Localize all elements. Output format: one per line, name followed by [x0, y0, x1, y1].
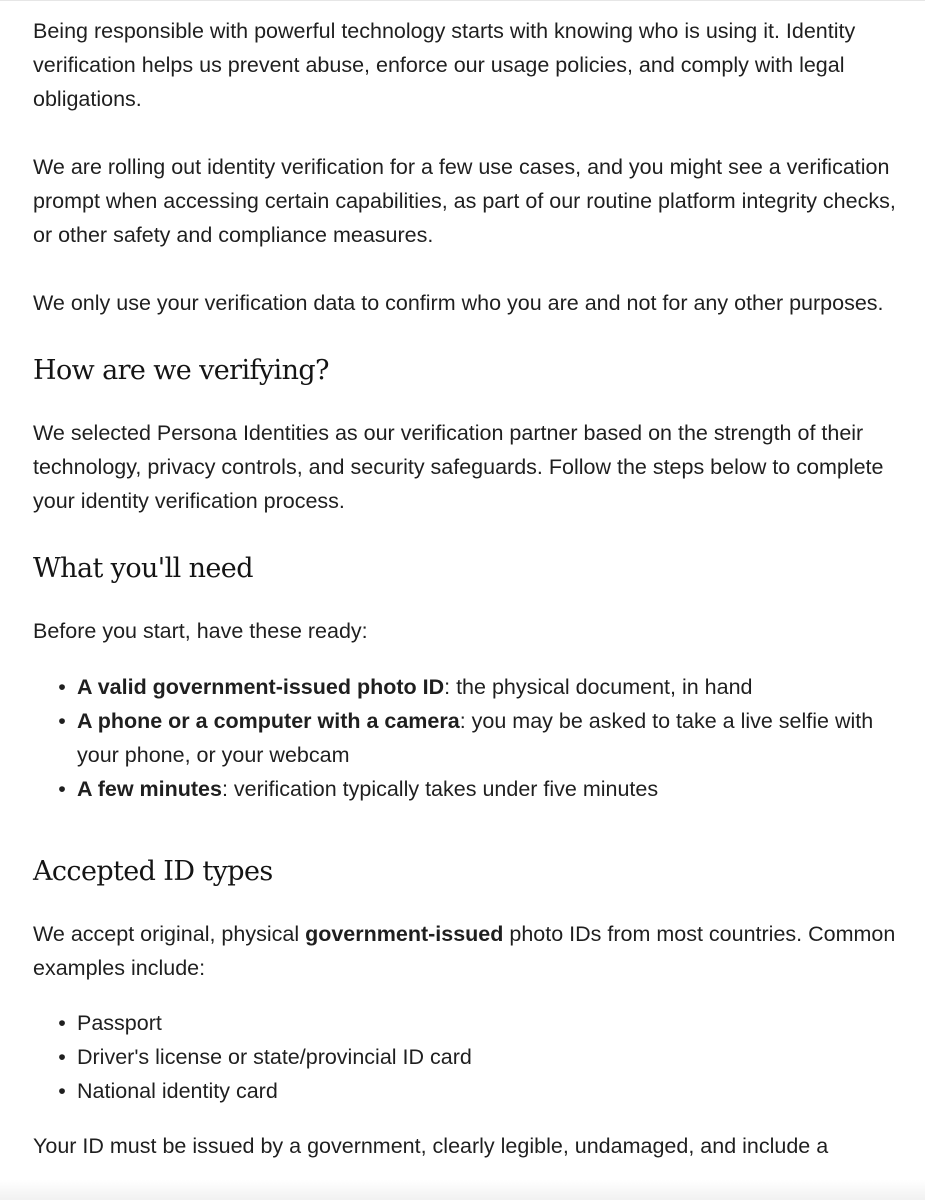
id-type-label: Passport: [77, 1011, 162, 1035]
list-item: [33, 772, 918, 806]
article-body: [33, 14, 918, 1163]
requirement-detail: : verification typically takes under five minutes: [221, 777, 659, 801]
what-you-need-intro: Before you start, have these ready:: [33, 619, 368, 643]
accepted-ids-intro-start: We accept original, physical: [33, 922, 306, 946]
id-type-label: Driver's license or state/provincial ID card: [77, 1045, 472, 1069]
list-item: [33, 670, 918, 704]
accepted-ids-intro-end: photo IDs from most countries. Common examples include:: [33, 922, 896, 980]
id-types-list: [33, 1006, 918, 1108]
accepted-id-types-heading: Accepted ID types: [33, 856, 273, 887]
list-item: [33, 1040, 918, 1074]
accepted-ids-intro-bold: government-issued: [305, 922, 504, 946]
list-item: [33, 1074, 918, 1108]
intro-paragraph-3: We only use your verification data to confirm who you are and not for any other purposes.: [33, 291, 884, 315]
bullet-icon: •: [58, 777, 66, 801]
requirement-detail: : the physical document, in hand: [444, 675, 753, 699]
how-verifying-heading: How are we verifying?: [33, 355, 329, 386]
id-type-label: National identity card: [77, 1079, 278, 1103]
how-verifying-paragraph: We selected Persona Identities as our verification partner based on the strength of their technology, privacy controls, and security safeguards. Follow the steps below to complete your identity verification process.: [33, 421, 884, 513]
intro-paragraph-2: We are rolling out identity verification for a few use cases, and you might see a verification prompt when accessing certain capabilities, as part of our routine platform integrity checks, or other safety and compliance measures.: [33, 155, 896, 247]
bullet-icon: •: [58, 709, 66, 733]
accepted-ids-intro: [33, 917, 918, 985]
bullet-icon: •: [58, 1011, 66, 1035]
bullet-icon: •: [58, 1079, 66, 1103]
requirement-title: A valid government-issued photo ID: [77, 675, 445, 699]
what-you-need-heading: What you'll need: [33, 553, 253, 584]
list-item: [33, 704, 918, 772]
list-item: [33, 1006, 918, 1040]
requirement-title: A phone or a computer with a camera: [77, 709, 460, 733]
intro-paragraph-1: Being responsible with powerful technology starts with knowing who is using it. Identity verification helps us prevent abuse, enforce our usage policies, and comply with legal obligations.: [33, 19, 856, 111]
top-divider: [0, 0, 925, 1]
bullet-icon: •: [58, 675, 66, 699]
bullet-icon: •: [58, 1045, 66, 1069]
requirement-detail: : you may be asked to take a live selfie with your phone, or your webcam: [77, 709, 874, 767]
requirements-list: [33, 670, 918, 806]
requirement-title: A few minutes: [77, 777, 222, 801]
id-requirements-paragraph: Your ID must be issued by a government, clearly legible, undamaged, and include a: [33, 1134, 829, 1158]
bottom-fade: [0, 1180, 925, 1200]
